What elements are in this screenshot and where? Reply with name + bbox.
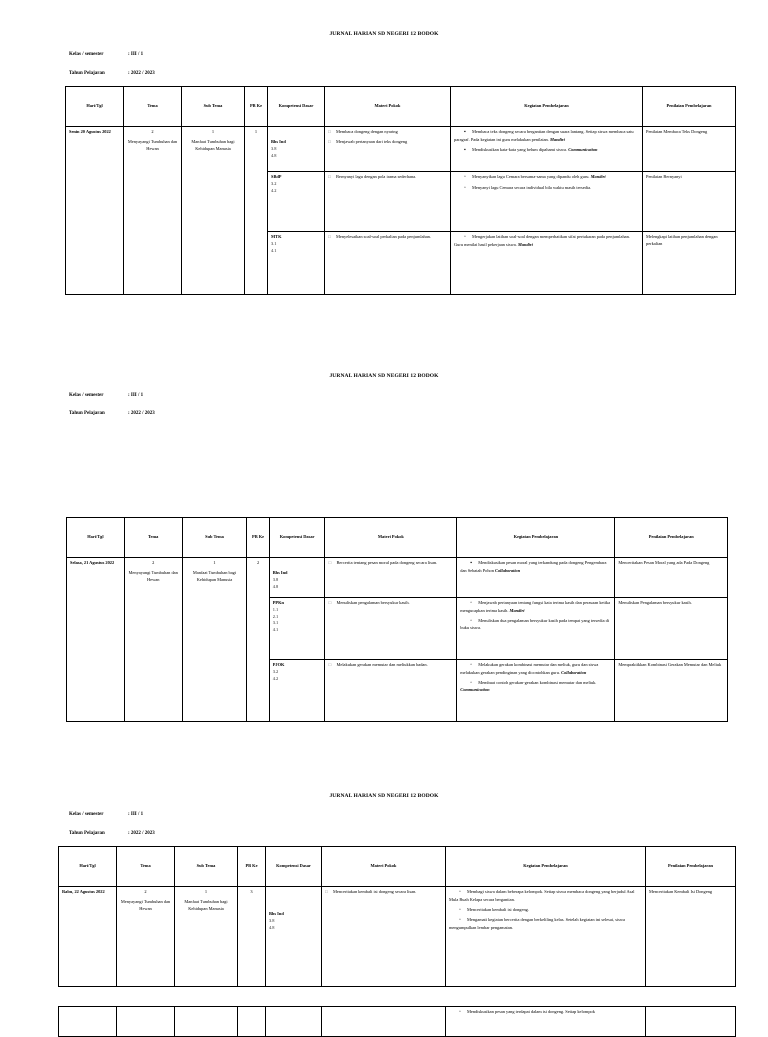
subject-label: SBdP (271, 174, 282, 179)
kelas-label: Kelas / semester (69, 393, 104, 398)
kd-code: 3.8 (271, 145, 277, 151)
bullet-icon: ▪ (464, 130, 466, 135)
materi-text: Bercerita tentang pesan moral pada dongeng secara lisan. (336, 560, 438, 565)
penilaian-cell: Menuliskan Pengalaman bersyukur kasih. (615, 598, 728, 660)
character-tag: Mandiri (509, 607, 525, 613)
kegiatan-text: Mengerjakan latihan soal-soal dengan memperhatikan sifat pertukaran pada penjumlahan. Guru menilai hasil pekerjaan siswa. (454, 234, 630, 247)
checkbox-icon: □ (328, 234, 331, 239)
kelas-label: Kelas / semester (69, 812, 104, 817)
col-kegiatan: Kegiatan Pembelajaran (446, 847, 646, 887)
tahun-label: Tahun Pelajaran (69, 831, 105, 836)
kd-code: 2.1 (272, 613, 279, 619)
subject-label: Bhs Ind (269, 911, 284, 916)
col-tema: Tema (124, 518, 182, 558)
pb-cell: 3 (238, 887, 266, 987)
col-pb: PB Ke (245, 87, 268, 127)
tahun-label: Tahun Pelajaran (69, 411, 105, 416)
penilaian-cell: Melengkapi latihan penjumlahan dengan perkalian (643, 232, 736, 295)
subtema-number: 1 (211, 129, 215, 134)
materi-text: Membaca dongeng dengan nyaring (336, 129, 398, 134)
kegiatan-text: Mendiskusikan kata-kata yang belum dipahami siswa. (472, 146, 568, 152)
header-row (66, 87, 736, 127)
tema-number: 2 (151, 129, 154, 134)
pb-cell (238, 1007, 266, 1037)
tema-cell (117, 887, 175, 987)
tahun-value: : 2022 / 2023 (128, 71, 155, 76)
subtema-cell (175, 887, 238, 987)
bullet-icon: ▪ (464, 147, 466, 153)
journal-title-3: JURNAL HARIAN SD NEGERI 12 BODOK (329, 793, 439, 799)
kd-code: 3.1 (271, 240, 277, 246)
kegiatan-text: Mendiskusikan pesan yang terdapat dalam isi dongeng. Setiap kelompok (467, 1009, 595, 1014)
tema-number: 2 (152, 560, 155, 565)
hari-cell: Selasa, 21 Agustus 2022 (67, 558, 125, 722)
kd-cell (268, 172, 325, 232)
character-tag: Communication (460, 687, 490, 693)
bullet-icon: ▫ (464, 175, 466, 180)
materi-text: Menjawab pertanyaan dari teks dongeng (336, 138, 408, 144)
col-kegiatan: Kegiatan Pembelajaran (457, 518, 615, 558)
character-tag: Collaboration (495, 567, 521, 573)
col-kd: Kompetensi Dasar (269, 518, 325, 558)
bullet-icon: ▫ (464, 185, 466, 191)
kd-cell (266, 1007, 322, 1037)
journal-title-1: JURNAL HARIAN SD NEGERI 12 BODOK (329, 31, 439, 37)
kegiatan-cell (457, 558, 615, 598)
materi-text: Menuliskan pengalaman bersyukur kasih. (336, 600, 410, 605)
kegiatan-text: Membuat contoh gerakan-gerakan kombinasi memutar dan meliuk. (478, 679, 597, 685)
kd-code: 3.8 (269, 917, 275, 923)
kelas-value: : III / 1 (128, 52, 144, 57)
bullet-icon: ▫ (470, 663, 473, 668)
character-tag: Mandiri (517, 241, 533, 247)
kegiatan-cell (446, 887, 646, 987)
checkbox-icon: □ (325, 889, 328, 894)
penilaian-cell: Menceritakan Kembali Isi Dongeng (646, 887, 736, 987)
kd-code: 4.1 (272, 627, 279, 633)
penilaian-cell: Menceritakan Pesan Moral yang ada Pada Dongeng (615, 558, 728, 598)
subtema-text: Manfaat Tumbuhan bagi Kehidupan Manusia (191, 138, 235, 151)
hari-cell: Rabu, 22 Agustus 2022 (59, 887, 117, 987)
kd-code: 1.1 (272, 606, 279, 612)
col-materi: Materi Pokok (325, 87, 451, 127)
bullet-icon: ▫ (459, 890, 461, 895)
col-penilaian: Penilaian Pembelajaran (643, 87, 736, 127)
bullet-icon: ▪ (470, 561, 473, 566)
subject-label: Bhs Ind (271, 139, 286, 144)
col-pb: PB Ke (247, 518, 269, 558)
kelas-label: Kelas / semester (69, 52, 104, 57)
kelas-value: : III / 1 (128, 812, 144, 817)
checkbox-icon: □ (328, 174, 331, 179)
materi-cell (325, 232, 451, 295)
kd-cell (268, 127, 325, 172)
checkbox-icon: □ (328, 129, 331, 134)
kd-cell (268, 232, 325, 295)
col-subtema: Sub Tema (175, 847, 238, 887)
kegiatan-text: Membagi siswa dalam beberapa kelompok. Setiap siswa membaca dongeng yang berjudul Asal Mula Buah Kelapa secara bergantian. (449, 889, 635, 902)
journal-title-2: JURNAL HARIAN SD NEGERI 12 BODOK (329, 373, 439, 379)
tema-text: Menyayangi Tumbuhan dan Hewan (120, 898, 171, 911)
kd-code: 4.8 (272, 583, 279, 589)
tahun-value: : 2022 / 2023 (128, 411, 155, 416)
pb-cell: 2 (247, 558, 269, 722)
kegiatan-text: Menyanyikan lagu Cemara bersama-sama yang dipandu oleh guru. (472, 174, 590, 179)
character-tag: Mandiri (549, 136, 565, 142)
kegiatan-text: Menuliskan dua pengalaman bersyukur kasih pada tempat yang tersedia di buku siswa. (460, 617, 610, 631)
penilaian-cell: Penilaian Membaca Teks Dongeng (643, 127, 736, 172)
kegiatan-text: Menceritakan kembali isi dongeng. (467, 906, 529, 912)
character-tag: Communication (568, 146, 598, 152)
col-hari: Hari/Tgl (66, 87, 124, 127)
materi-cell (325, 558, 457, 598)
col-kd: Kompetensi Dasar (266, 847, 322, 887)
materi-cell (325, 660, 457, 722)
subject-label: Bhs Ind (272, 570, 288, 575)
tema-cell (124, 558, 182, 722)
bullet-icon: ▫ (459, 907, 461, 913)
subtema-cell (182, 558, 247, 722)
kd-cell (266, 887, 322, 987)
subject-label: PPKn (272, 600, 284, 605)
kd-cell (269, 558, 325, 598)
col-hari: Hari/Tgl (67, 518, 125, 558)
bullet-icon: ▫ (459, 918, 461, 924)
kegiatan-cell (457, 598, 615, 660)
kd-code: 4.8 (269, 924, 275, 930)
kegiatan-cell (451, 232, 643, 295)
subtema-number: 1 (213, 560, 216, 565)
header-row (59, 847, 736, 887)
kegiatan-cell (451, 127, 643, 172)
kegiatan-text: Melakukan gerakan kombinasi memutar dan meliuk, guru dan siswa melakukan gerakan pendinginan yang dicontohkan guru. (460, 662, 599, 675)
penilaian-cell: Mempraktikkan Kombinasi Gerakan Memutar dan Meliuk (615, 660, 728, 722)
bullet-icon: ▫ (464, 235, 466, 240)
kd-code: 3.8 (272, 576, 279, 582)
table-row (67, 558, 728, 598)
kd-code: 4.2 (271, 187, 277, 193)
materi-cell (325, 127, 451, 172)
materi-cell (325, 598, 457, 660)
col-pb: PB Ke (238, 847, 266, 887)
col-tema: Tema (117, 847, 175, 887)
subtema-cell (182, 127, 245, 295)
journal-table-2 (66, 517, 728, 722)
tema-cell (117, 1007, 175, 1037)
kd-code: 3.1 (272, 620, 279, 626)
subtema-text: Manfaat Tumbuhan bagi Kehidupan Manusia (184, 898, 228, 911)
bullet-icon: ▫ (459, 1010, 461, 1015)
materi-text: Bernyanyi lagu dengan pola irama sederhana. (336, 174, 417, 179)
col-tema: Tema (124, 87, 182, 127)
kelas-value: : III / 1 (128, 393, 144, 398)
kegiatan-text: Membaca teks dongeng secara bergantian dengan suara lantang. Setiap siswa membaca satu paragraf. Pada kegiatan ini guru melakukan penilaian. (454, 129, 634, 142)
tema-cell (124, 127, 182, 295)
kd-cell (269, 598, 325, 660)
journal-table-4-partial (58, 1006, 736, 1037)
tahun-label: Tahun Pelajaran (69, 71, 105, 76)
hari-cell: Senin 20 Agustus 2022 (66, 127, 124, 295)
kd-cell (269, 660, 325, 722)
col-materi: Materi Pokok (322, 847, 446, 887)
checkbox-icon: □ (328, 662, 332, 667)
table-row (66, 127, 736, 172)
kegiatan-text: Menyanyi lagu Cemara secara individual bila waktu masih tersedia. (472, 184, 592, 190)
materi-cell (322, 1007, 446, 1037)
kd-code: 3.2 (272, 668, 279, 674)
subtema-cell (175, 1007, 238, 1037)
kegiatan-text: Mengamati kegiatan bercerita dengan berkeliling kelas. Setelah kegiatan ini selesai, siswa mengumpulkan lembar pengamatan. (449, 917, 626, 931)
materi-cell (322, 887, 446, 987)
materi-cell (325, 172, 451, 232)
checkbox-icon: □ (328, 138, 331, 144)
kegiatan-cell (457, 660, 615, 722)
kd-code: 4.8 (271, 152, 277, 158)
table-row (59, 1007, 736, 1037)
checkbox-icon: □ (328, 560, 332, 565)
bullet-icon: ▫ (470, 680, 473, 686)
col-hari: Hari/Tgl (59, 847, 117, 887)
penilaian-cell: Penilaian Bernyanyi (643, 172, 736, 232)
header-row (67, 518, 728, 558)
kegiatan-text: Menjawab pertanyaan tentang fungsi kata terima kasih dan perasaan ketika mengucapkan terima kasih. (460, 600, 611, 613)
kegiatan-cell (446, 1007, 646, 1037)
col-kd: Kompetensi Dasar (268, 87, 325, 127)
materi-text: Menceritakan kembali isi dongeng secara lisan. (333, 889, 417, 894)
kd-code: 4.2 (272, 675, 279, 681)
pb-cell: 1 (245, 127, 268, 295)
materi-text: Melakukan gerakan memutar dan meliukkan badan. (336, 662, 428, 667)
bullet-icon: ▫ (470, 601, 473, 606)
col-penilaian: Penilaian Pembelajaran (646, 847, 736, 887)
kegiatan-text: Mendiskusikan pesan moral yang terkandung pada dongeng Pengembara dan Sebatah Pohon (460, 560, 607, 573)
kd-code: 3.2 (271, 180, 277, 186)
tahun-value: : 2022 / 2023 (128, 831, 155, 836)
subtema-text: Manfaat Tumbuhan bagi Kehidupan Manusia (192, 569, 237, 582)
table-row (59, 887, 736, 987)
tema-text: Menyayangi Tumbuhan dan Hewan (127, 138, 178, 151)
tema-number: 2 (144, 889, 147, 894)
col-materi: Materi Pokok (325, 518, 457, 558)
journal-table-1 (65, 86, 736, 295)
col-subtema: Sub Tema (182, 87, 245, 127)
kegiatan-cell (451, 172, 643, 232)
subject-label: MTK (271, 234, 282, 239)
hari-cell (59, 1007, 117, 1037)
checkbox-icon: □ (328, 600, 332, 605)
bullet-icon: ▫ (470, 618, 473, 624)
penilaian-cell (646, 1007, 736, 1037)
journal-table-3 (58, 846, 736, 987)
character-tag: Mandiri (590, 174, 606, 179)
subtema-number: 1 (204, 889, 208, 894)
col-kegiatan: Kegiatan Pembelajaran (451, 87, 643, 127)
tema-text: Menyayangi Tumbuhan dan Hewan (128, 569, 178, 582)
col-penilaian: Penilaian Pembelajaran (615, 518, 728, 558)
subject-label: PJOK (272, 662, 285, 667)
character-tag: Collaboration (561, 669, 587, 675)
materi-text: Menyelesaikan soal-soal perkalian pada penjumlahan. (336, 234, 431, 239)
col-subtema: Sub Tema (182, 518, 247, 558)
kd-code: 4.1 (271, 247, 277, 253)
